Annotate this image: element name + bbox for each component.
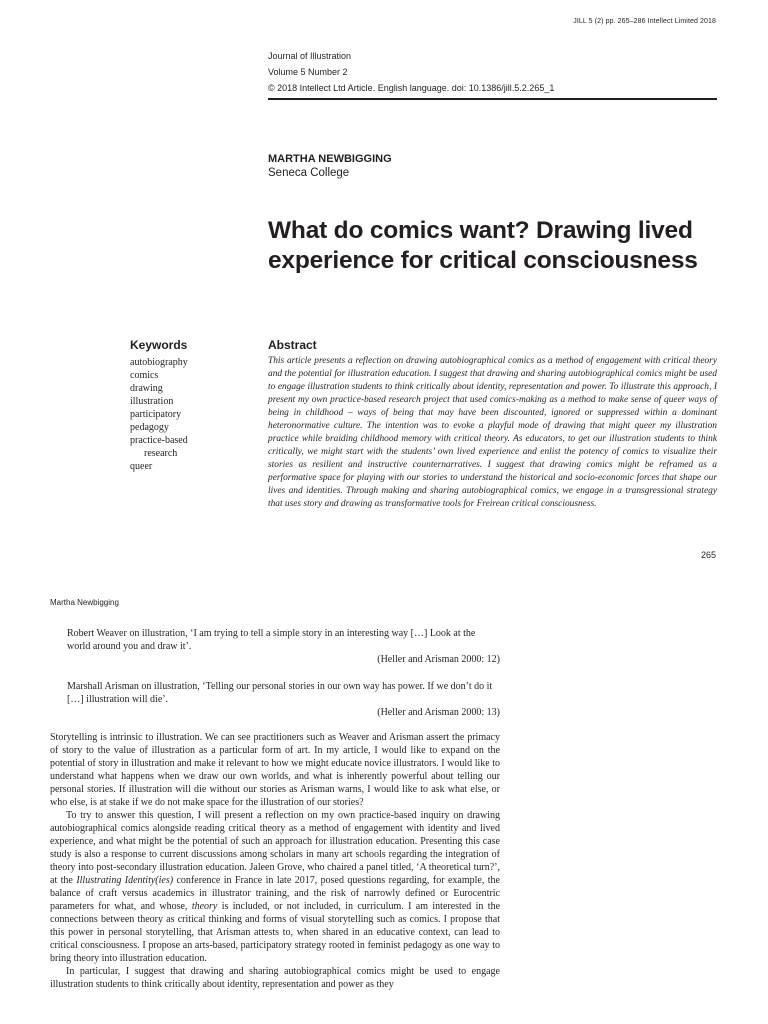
text-run: conference in France in late 2017, posed questions regarding, for example, the balance of craft versus academics in illustrator training, and the risk of narrowly defined or Eurocentric parameters for what, and whose, — [50, 875, 500, 912]
page-number: 265 — [700, 550, 716, 560]
journal-name: Journal of Illustration — [268, 51, 352, 61]
journal-volume: Volume 5 Number 2 — [268, 67, 348, 77]
quote-source: (Heller and Arisman 2000: 12) — [377, 654, 500, 665]
epigraph-quote — [67, 627, 500, 666]
article-title — [268, 216, 728, 276]
header-rule — [268, 98, 717, 100]
journal-info — [268, 48, 554, 96]
keyword-item: research — [144, 448, 178, 459]
emphasis-text: theory — [191, 901, 218, 912]
quote-source: (Heller and Arisman 2000: 13) — [377, 707, 500, 718]
body-paragraph: Storytelling is intrinsic to illustration. We can see practitioners such as Weaver and Arisman assert the primacy of story to the value of illustration as a particular form of art. In my article, I would like to expand on the potential of story in illustration and make it relevant to how we might educate novice illustrators. I would like to understand what happens when we draw our own worlds, and what is inherently powerful about telling our personal stories. If illustration will die without our stories as Arisman warns, I would like to ask what else, or who else, is at stake if we do not make space for the illustration of our stories? — [50, 732, 500, 808]
text-run: To try to answer this question, I will present a reflection on my own practice-based inquiry on drawing autobiographical comics alongside reading critical theory as a method of engagement with identity and lived experience, and what might be the potential of such an approach for illustration education. Presenting this case study is also a response to current discussions among scholars in many art schools regarding the integration of theory into post-secondary illustration education. Jaleen Grove, who chaired a panel titled, ‘A theoretical turn?’, at the — [50, 810, 500, 886]
keyword-item: autobiography — [130, 357, 188, 368]
quote-text: Marshall Arisman on illustration, ‘Telling our personal stories in our own way has power. If we don’t do it […] illustration will die’. — [67, 681, 493, 705]
text-run: is included, or not included, in curriculum. I am interested in the connections between theory as critical thinking and forms of visual storytelling such as comics. I propose that this power in personal storytelling, that Arisman attests to, when shared in an educative context, can lead to critical consciousness. I propose an arts-based, participatory strategy rooted in feminist pedagogy as one way to bring theory into illustration education. — [50, 901, 501, 964]
quote-text: Robert Weaver on illustration, ‘I am trying to tell a simple story in an interesting way […] Look at the world around you and draw it’. — [67, 628, 476, 652]
abstract-heading: Abstract — [268, 338, 317, 352]
running-header: JILL 5 (2) pp. 265–286 Intellect Limited 2018 — [573, 18, 716, 25]
article-title-line-2: experience for critical consciousness — [268, 247, 698, 274]
keyword-item: comics — [130, 370, 159, 381]
conference-title: Illustrating Identity(ies) — [76, 875, 174, 886]
body-paragraph — [50, 809, 500, 965]
body-paragraph: In particular, I suggest that drawing and sharing autobiographical comics might be used to engage illustration students to think critically about identity, representation and power as they — [50, 966, 500, 990]
keyword-item: participatory — [130, 409, 182, 420]
body-text — [50, 731, 500, 991]
abstract-text: This article presents a reflection on drawing autobiographical comics as a method of engagement with critical theory and the potential for illustration education. I suggest that drawing and sharing autobiographical comics might be used to engage illustration students to think critically about identity, representation and power. To illustrate this approach, I present my own practice-based research project that used comics-making as a method to make sense of queer ways of being in childhood – ways of being that may have been discounted, ignored or suppressed within a dominant heteronormative culture. The intention was to evoke a playful mode of drawing that might queer my illustration practice while braiding childhood memory with critical theory. As educators, to get our illustration students to think critically, we might start with the students’ own lived experience and enlist the potency of comics to visualize their stories as resilient and instructive counternarratives. I suggest that drawing comics might be reframed as a performative space for playing with our stories to understand the historical and socio-economic forces that shape our lives and identities. Through making and sharing autobiographical comics, we engage in a transgressional strategy that uses story and drawing as transformative tools for Freirean critical consciousness. — [268, 356, 717, 509]
keyword-item: drawing — [130, 383, 163, 394]
epigraph-quote — [67, 680, 500, 719]
keywords-heading: Keywords — [130, 338, 188, 352]
keyword-item: illustration — [130, 396, 174, 407]
keyword-item: pedagogy — [130, 422, 169, 433]
author-affiliation: Seneca College — [268, 167, 350, 179]
author-name: MARTHA NEWBIGGING — [268, 153, 392, 165]
keyword-item: queer — [130, 461, 153, 472]
article-title-line-1: What do comics want? Drawing lived — [268, 217, 693, 244]
keywords-list — [130, 356, 188, 473]
keyword-item: practice-based — [130, 435, 188, 446]
journal-copyright: © 2018 Intellect Ltd Article. English language. doi: 10.1386/jill.5.2.265_1 — [268, 83, 555, 93]
page2-running-head: Martha Newbigging — [50, 598, 119, 607]
